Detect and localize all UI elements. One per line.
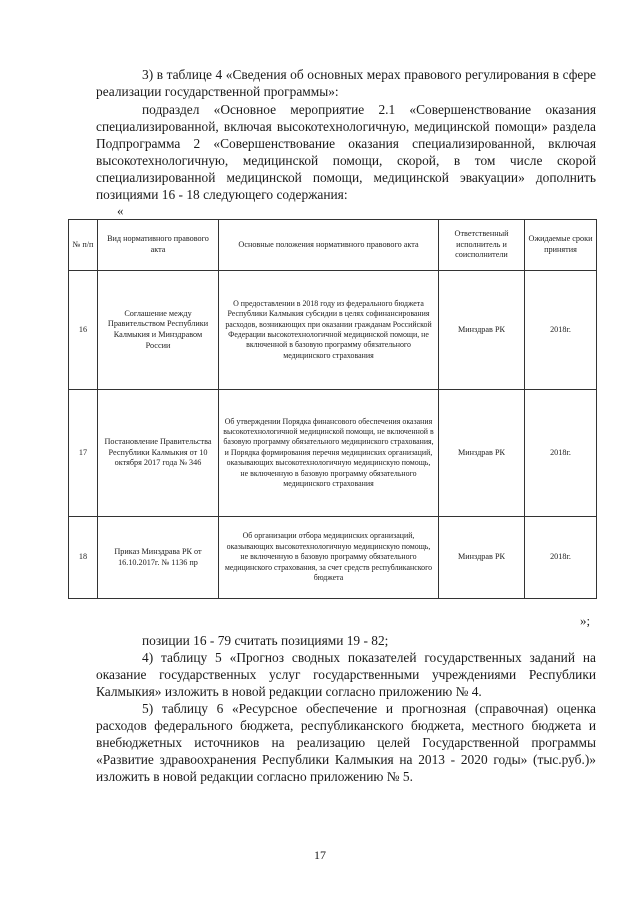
- paragraph-item-3-text: 3) в таблице 4 «Сведения об основных мерах правового регулирования в сфере реализации государственной программы»:: [96, 67, 596, 99]
- header-executor: Ответственный исполнитель и соисполнители: [439, 220, 525, 271]
- paragraph-subsection-text: подраздел «Основное мероприятие 2.1 «Совершенствование оказания специализированной, включая высокотехнологичную, медицинской помощи» раздела Подпрограмма 2 «Совершенствование оказания специализированной, включая высокотехнологичную, медицинской помощи, скорой, в том числе скорой специализированной медицинской помощи, медицинской эвакуации» дополнить позициями 16 - 18 следующего содержания:: [96, 102, 596, 202]
- paragraph-positions: [96, 632, 596, 649]
- table-row: [69, 517, 597, 599]
- paragraph-item-5: [96, 700, 596, 785]
- row-number: 16: [69, 271, 98, 390]
- table-row: [69, 271, 597, 390]
- paragraph-item-5-text: 5) таблицу 6 «Ресурсное обеспечение и прогнозная (справочная) оценка расходов федерального бюджета, республиканского бюджета, местного бюджета и внебюджетных источников на реализацию целей Государственной программы «Развитие здравоохранения Республики Калмыкия на 2013 - 2020 годы» (тыс.руб.)» изложить в новой редакции согласно приложению № 5.: [96, 701, 596, 784]
- quote-close-mark: »;: [580, 613, 591, 628]
- row-provisions: Об организации отбора медицинских организаций, оказывающих высокотехнологичную медицинскую помощь, не включенную в базовую программу обязательного медицинского страхования, за счет средств республиканского бюджета: [219, 517, 439, 599]
- header-number: № п/п: [69, 220, 98, 271]
- row-act-type: Приказ Минздрава РК от 16.10.2017г. № 1136 пр: [98, 517, 219, 599]
- regulation-table: [68, 219, 597, 599]
- page-number: 17: [314, 848, 326, 862]
- row-executor: Минздрав РК: [439, 271, 525, 390]
- paragraph-item-4: [96, 649, 596, 700]
- paragraph-item-4-text: 4) таблицу 5 «Прогноз сводных показателей государственных заданий на оказание государственных услуг государственными учреждениями Республики Калмыкия» изложить в новой редакции согласно приложению № 4.: [96, 650, 596, 699]
- row-act-type: Постановление Правительства Республики Калмыкия от 10 октября 2017 года № 346: [98, 390, 219, 517]
- table-header-row: [69, 220, 597, 271]
- paragraph-subsection: [96, 101, 596, 203]
- row-executor: Минздрав РК: [439, 517, 525, 599]
- quote-open-mark: «: [117, 203, 124, 218]
- row-provisions: О предоставлении в 2018 году из федерального бюджета Республики Калмыкия субсидии в целях софинансирования расходов, возникающих при оказании гражданам Российской Федерации высокотехнологичной медицинской помощи, не включенной в базовую программу обязательного медицинского страхования: [219, 271, 439, 390]
- row-executor: Минздрав РК: [439, 390, 525, 517]
- row-term: 2018г.: [525, 517, 597, 599]
- row-act-type: Соглашение между Правительством Республики Калмыкия и Минздравом России: [98, 271, 219, 390]
- row-provisions: Об утверждении Порядка финансового обеспечения оказания высокотехнологичной медицинской помощи, не включенной в базовую программу обязательного медицинского страхования, и Порядка формирования перечня медицинских организаций, оказывающих высокотехнологичную медицинскую помощь, не включенную в базовую программу обязательного медицинского страхования: [219, 390, 439, 517]
- row-number: 18: [69, 517, 98, 599]
- paragraph-positions-text: позиции 16 - 79 считать позициями 19 - 82;: [142, 633, 389, 648]
- row-term: 2018г.: [525, 271, 597, 390]
- paragraph-item-3: [96, 66, 596, 100]
- header-act-type: Вид нормативного правового акта: [98, 220, 219, 271]
- row-term: 2018г.: [525, 390, 597, 517]
- table-row: [69, 390, 597, 517]
- header-term: Ожидаемые сроки принятия: [525, 220, 597, 271]
- header-provisions: Основные положения нормативного правового акта: [219, 220, 439, 271]
- row-number: 17: [69, 390, 98, 517]
